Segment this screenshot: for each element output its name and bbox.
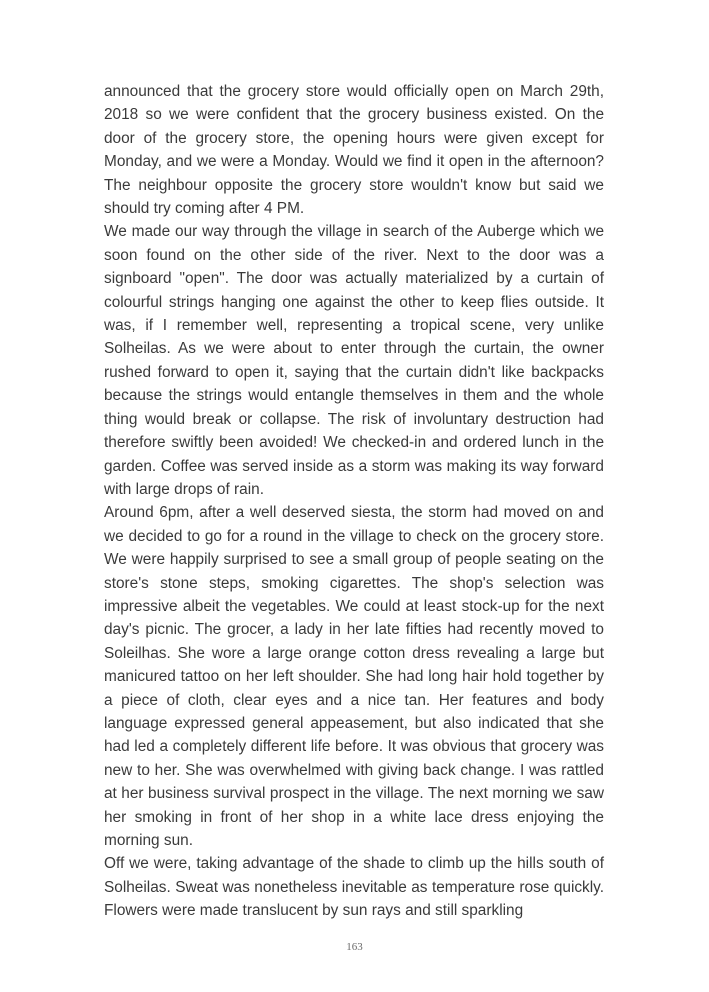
paragraph-2: We made our way through the village in search of the Auberge which we soon found on the other side of the river. Next to the door was a signboard "open". The door was actually materialized by a curtain of colourful strings hanging one against the other to keep flies outside. It was, if I remember well, representing a tropical scene, very unlike Solheilas. As we were about to enter through the curtain, the owner rushed forward to open it, saying that the curtain didn't like backpacks because the strings would entangle themselves in them and the whole thing would break or collapse. The risk of involuntary destruction had therefore swiftly been avoided! We checked-in and ordered lunch in the garden. Coffee was served inside as a storm was making its way forward with large drops of rain. <box>104 223 604 498</box>
paragraph-1: announced that the grocery store would officially open on March 29th, 2018 so we were confident that the grocery business existed. On the door of the grocery store, the opening hours were given except for Monday, and we were a Monday. Would we find it open in the afternoon? The neighbour opposite the grocery store wouldn't know but said we should try coming after 4 PM. <box>104 83 604 218</box>
body-text <box>104 80 604 923</box>
paragraph-4: Off we were, taking advantage of the shade to climb up the hills south of Solheilas. Sweat was nonetheless inevitable as temperature rose quickly. Flowers were made translucent by sun rays and still sparkling <box>104 855 604 920</box>
paragraph-3: Around 6pm, after a well deserved siesta, the storm had moved on and we decided to go for a round in the village to check on the grocery store. We were happily surprised to see a small group of people seating on the store's stone steps, smoking cigarettes. The shop's selection was impressive albeit the vegetables. We could at least stock-up for the next day's picnic. The grocer, a lady in her late fifties had recently moved to Soleilhas. She wore a large orange cotton dress revealing a large but manicured tattoo on her left shoulder. She had long hair hold together by a piece of cloth, clear eyes and a nice tan. Her features and body language expressed general appeasement, but also indicated that she had led a completely different life before. It was obvious that grocery was new to her. She was overwhelmed with giving back change. I was rattled at her business survival prospect in the village. The next morning we saw her smoking in front of her shop in a white lace dress enjoying the morning sun. <box>104 504 604 849</box>
page-number: 163 <box>346 941 363 953</box>
